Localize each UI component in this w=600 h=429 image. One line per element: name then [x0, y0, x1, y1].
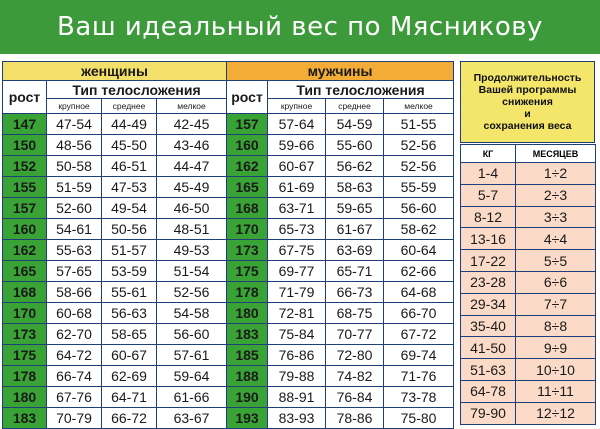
women-weight-cell: 56-63 [102, 303, 157, 324]
women-weight-cell: 58-66 [47, 282, 102, 303]
women-weight-cell: 48-56 [47, 135, 102, 156]
women-weight-cell: 64-72 [47, 345, 102, 366]
table-row [3, 345, 454, 366]
women-weight-cell: 50-56 [102, 219, 157, 240]
women-weight-cell: 44-49 [102, 114, 157, 135]
program-title-line: Вашей программы [478, 84, 577, 96]
women-weight-cell: 51-54 [157, 261, 227, 282]
table-row [3, 114, 454, 135]
women-weight-cell: 47-53 [102, 177, 157, 198]
men-weight-cell: 52-56 [384, 135, 454, 156]
men-weight-cell: 56-60 [384, 198, 454, 219]
duration-row [461, 250, 596, 272]
men-weight-cell: 57-64 [268, 114, 326, 135]
men-height-cell: 175 [227, 261, 268, 282]
men-weight-cell: 60-64 [384, 240, 454, 261]
program-title-line: снижения [502, 96, 553, 108]
women-height-header: рост [3, 81, 47, 114]
women-weight-cell: 45-50 [102, 135, 157, 156]
men-weight-cell: 76-86 [268, 345, 326, 366]
women-weight-cell: 60-68 [47, 303, 102, 324]
table-row [3, 156, 454, 177]
women-height-cell: 170 [3, 303, 47, 324]
men-height-cell: 160 [227, 135, 268, 156]
months-cell: 3÷3 [516, 206, 596, 228]
kg-cell: 29-34 [461, 293, 516, 315]
duration-row [461, 337, 596, 359]
men-height-cell: 170 [227, 219, 268, 240]
women-height-cell: 165 [3, 261, 47, 282]
men-weight-cell: 60-67 [268, 156, 326, 177]
women-weight-cell: 45-49 [157, 177, 227, 198]
men-weight-cell: 65-71 [326, 261, 384, 282]
men-height-cell: 183 [227, 324, 268, 345]
men-weight-cell: 69-74 [384, 345, 454, 366]
kg-cell: 8-12 [461, 206, 516, 228]
duration-row [461, 271, 596, 293]
program-duration-title [460, 61, 595, 143]
table-row [3, 240, 454, 261]
men-height-cell: 180 [227, 303, 268, 324]
women-height-cell: 173 [3, 324, 47, 345]
men-weight-cell: 71-79 [268, 282, 326, 303]
men-weight-cell: 70-77 [326, 324, 384, 345]
men-weight-cell: 52-56 [384, 156, 454, 177]
kg-cell: 64-78 [461, 380, 516, 402]
men-weight-cell: 79-88 [268, 366, 326, 387]
duration-row [461, 228, 596, 250]
men-weight-cell: 75-84 [268, 324, 326, 345]
months-cell: 8÷8 [516, 315, 596, 337]
men-weight-cell: 72-81 [268, 303, 326, 324]
women-weight-cell: 51-57 [102, 240, 157, 261]
kg-cell: 13-16 [461, 228, 516, 250]
men-header: мужчины [227, 62, 454, 81]
men-weight-cell: 59-66 [268, 135, 326, 156]
duration-row [461, 380, 596, 402]
women-weight-cell: 56-60 [157, 324, 227, 345]
men-weight-cell: 55-60 [326, 135, 384, 156]
men-height-cell: 178 [227, 282, 268, 303]
kg-cell: 51-63 [461, 359, 516, 381]
duration-row [461, 359, 596, 381]
women-weight-cell: 66-74 [47, 366, 102, 387]
women-weight-cell: 54-61 [47, 219, 102, 240]
men-weight-cell: 78-86 [326, 408, 384, 429]
women-weight-cell: 55-61 [102, 282, 157, 303]
women-weight-cell: 53-59 [102, 261, 157, 282]
men-height-cell: 168 [227, 198, 268, 219]
kg-cell: 5-7 [461, 184, 516, 206]
men-weight-cell: 74-82 [326, 366, 384, 387]
men-weight-cell: 88-91 [268, 387, 326, 408]
kg-cell: 17-22 [461, 250, 516, 272]
months-column-header: МЕСЯЦЕВ [516, 145, 596, 163]
men-height-header: рост [227, 81, 268, 114]
men-height-cell: 193 [227, 408, 268, 429]
men-weight-cell: 51-55 [384, 114, 454, 135]
duration-row [461, 293, 596, 315]
table-row [3, 408, 454, 429]
women-weight-cell: 58-65 [102, 324, 157, 345]
women-weight-cell: 46-51 [102, 156, 157, 177]
women-weight-cell: 55-63 [47, 240, 102, 261]
table-row [3, 261, 454, 282]
women-height-cell: 150 [3, 135, 47, 156]
men-sub-small: мелкое [384, 99, 454, 114]
men-build-type-header: Тип телосложения [268, 81, 454, 99]
women-height-cell: 160 [3, 219, 47, 240]
kg-cell: 35-40 [461, 315, 516, 337]
men-weight-cell: 55-59 [384, 177, 454, 198]
women-weight-cell: 46-50 [157, 198, 227, 219]
kg-cell: 23-28 [461, 271, 516, 293]
program-title-line: и [524, 108, 531, 120]
women-height-cell: 178 [3, 366, 47, 387]
header-banner [0, 0, 600, 54]
table-row [3, 198, 454, 219]
program-duration-table [460, 144, 596, 425]
women-height-cell: 162 [3, 240, 47, 261]
women-weight-cell: 62-70 [47, 324, 102, 345]
women-weight-cell: 54-58 [157, 303, 227, 324]
men-weight-cell: 72-80 [326, 345, 384, 366]
months-cell: 1÷2 [516, 163, 596, 185]
men-weight-cell: 58-62 [384, 219, 454, 240]
women-build-type-header: Тип телосложения [47, 81, 227, 99]
women-weight-cell: 57-65 [47, 261, 102, 282]
men-weight-cell: 62-66 [384, 261, 454, 282]
table-row [3, 387, 454, 408]
women-header: женщины [3, 62, 227, 81]
weight-table [2, 61, 454, 429]
kg-cell: 79-90 [461, 402, 516, 424]
men-weight-cell: 65-73 [268, 219, 326, 240]
women-weight-cell: 67-76 [47, 387, 102, 408]
women-sub-small: мелкое [157, 99, 227, 114]
men-weight-cell: 61-69 [268, 177, 326, 198]
kg-column-header: КГ [461, 145, 516, 163]
kg-cell: 41-50 [461, 337, 516, 359]
months-cell: 6÷6 [516, 271, 596, 293]
men-weight-cell: 56-62 [326, 156, 384, 177]
women-weight-cell: 48-51 [157, 219, 227, 240]
months-cell: 11÷11 [516, 380, 596, 402]
women-weight-cell: 49-53 [157, 240, 227, 261]
women-weight-cell: 49-54 [102, 198, 157, 219]
men-sub-large: крупное [268, 99, 326, 114]
women-sub-large: крупное [47, 99, 102, 114]
men-height-cell: 165 [227, 177, 268, 198]
kg-cell: 1-4 [461, 163, 516, 185]
women-weight-cell: 63-67 [157, 408, 227, 429]
men-weight-cell: 71-76 [384, 366, 454, 387]
women-height-cell: 175 [3, 345, 47, 366]
women-weight-cell: 50-58 [47, 156, 102, 177]
women-weight-cell: 52-60 [47, 198, 102, 219]
duration-row [461, 163, 596, 185]
men-weight-cell: 59-65 [326, 198, 384, 219]
table-row [3, 324, 454, 345]
men-height-cell: 188 [227, 366, 268, 387]
table-row [3, 177, 454, 198]
table-row [3, 219, 454, 240]
women-weight-cell: 43-46 [157, 135, 227, 156]
months-cell: 7÷7 [516, 293, 596, 315]
women-height-cell: 147 [3, 114, 47, 135]
men-height-cell: 185 [227, 345, 268, 366]
months-cell: 10÷10 [516, 359, 596, 381]
program-title-line: сохранения веса [483, 120, 572, 132]
women-weight-cell: 51-59 [47, 177, 102, 198]
men-weight-cell: 76-84 [326, 387, 384, 408]
months-cell: 9÷9 [516, 337, 596, 359]
women-weight-cell: 44-47 [157, 156, 227, 177]
women-weight-cell: 70-79 [47, 408, 102, 429]
months-cell: 5÷5 [516, 250, 596, 272]
men-weight-cell: 58-63 [326, 177, 384, 198]
women-height-cell: 155 [3, 177, 47, 198]
women-weight-cell: 42-45 [157, 114, 227, 135]
women-sub-medium: среднее [102, 99, 157, 114]
women-weight-cell: 60-67 [102, 345, 157, 366]
women-height-cell: 180 [3, 387, 47, 408]
table-row [3, 282, 454, 303]
months-cell: 4÷4 [516, 228, 596, 250]
table-row [3, 366, 454, 387]
women-weight-cell: 57-61 [157, 345, 227, 366]
men-weight-cell: 66-70 [384, 303, 454, 324]
men-weight-cell: 66-73 [326, 282, 384, 303]
men-weight-cell: 83-93 [268, 408, 326, 429]
months-cell: 2÷3 [516, 184, 596, 206]
table-row [3, 303, 454, 324]
months-cell: 12÷12 [516, 402, 596, 424]
women-weight-cell: 66-72 [102, 408, 157, 429]
men-weight-cell: 67-72 [384, 324, 454, 345]
men-height-cell: 173 [227, 240, 268, 261]
men-weight-cell: 61-67 [326, 219, 384, 240]
men-sub-medium: среднее [326, 99, 384, 114]
women-weight-cell: 59-64 [157, 366, 227, 387]
women-height-cell: 152 [3, 156, 47, 177]
women-weight-cell: 61-66 [157, 387, 227, 408]
women-weight-cell: 64-71 [102, 387, 157, 408]
men-weight-cell: 64-68 [384, 282, 454, 303]
program-title-line: Продолжительность [473, 72, 582, 84]
men-height-cell: 157 [227, 114, 268, 135]
men-weight-cell: 68-75 [326, 303, 384, 324]
men-weight-cell: 54-59 [326, 114, 384, 135]
men-weight-cell: 63-69 [326, 240, 384, 261]
table-row [3, 135, 454, 156]
women-height-cell: 183 [3, 408, 47, 429]
duration-row [461, 315, 596, 337]
women-weight-cell: 52-56 [157, 282, 227, 303]
men-weight-cell: 73-78 [384, 387, 454, 408]
women-weight-cell: 47-54 [47, 114, 102, 135]
men-weight-cell: 69-77 [268, 261, 326, 282]
duration-row [461, 206, 596, 228]
women-weight-cell: 62-69 [102, 366, 157, 387]
women-height-cell: 157 [3, 198, 47, 219]
men-height-cell: 190 [227, 387, 268, 408]
women-height-cell: 168 [3, 282, 47, 303]
men-height-cell: 162 [227, 156, 268, 177]
men-weight-cell: 63-71 [268, 198, 326, 219]
duration-row [461, 184, 596, 206]
men-weight-cell: 75-80 [384, 408, 454, 429]
men-weight-cell: 67-75 [268, 240, 326, 261]
page-title: Ваш идеальный вес по Мясникову [57, 12, 543, 42]
